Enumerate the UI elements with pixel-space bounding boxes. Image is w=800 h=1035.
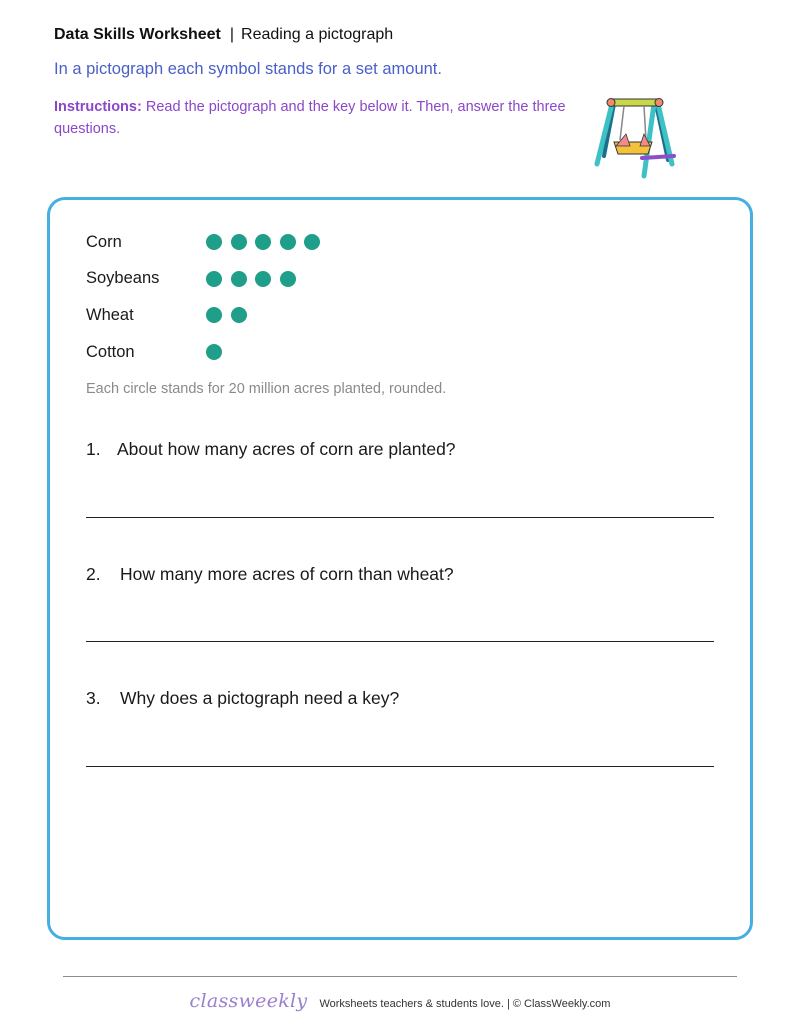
instructions [54,96,584,140]
symbol-group [206,234,329,250]
answer-line-3[interactable] [86,766,714,767]
pictograph-row [86,265,304,293]
category-label: Corn [86,232,122,251]
circle-symbol [206,234,222,250]
circle-symbol [231,234,247,250]
question-number: 3. [86,688,101,708]
worksheet-title: Data Skills Worksheet [54,26,221,43]
category-label: Soybeans [86,269,160,288]
question-text: About how many acres of corn are planted? [117,439,456,459]
circle-symbol [255,271,271,287]
circle-symbol [304,234,320,250]
footer-text: Worksheets teachers & students love. | © ClassWeekly.com [319,998,611,1010]
circle-symbol [206,271,222,287]
answer-line-2[interactable] [86,641,714,642]
instructions-lead: Instructions: [54,99,142,115]
pictograph-row [86,338,231,366]
question-text: How many more acres of corn than wheat? [120,564,454,584]
circle-symbol [231,271,247,287]
category-label: Cotton [86,342,135,361]
question-number: 2. [86,564,101,584]
footer [0,990,800,1012]
pictograph-row [86,228,329,256]
circle-symbol [206,344,222,360]
circle-symbol [206,307,222,323]
circle-symbol [255,234,271,250]
brand-logo: classweekly [189,990,308,1012]
worksheet-header [54,26,393,44]
question-1 [86,439,456,460]
worksheet-subtitle: In a pictograph each symbol stands for a set amount. [54,60,442,78]
answer-line-1[interactable] [86,517,714,518]
question-3 [86,688,399,709]
question-text: Why does a pictograph need a key? [120,688,400,708]
circle-symbol [280,271,296,287]
header-separator: | [229,26,235,43]
symbol-group [206,344,231,360]
question-number: 1. [86,439,101,459]
worksheet-topic: Reading a pictograph [241,26,394,43]
swing-set-icon [592,94,678,182]
category-label: Wheat [86,305,134,324]
question-2 [86,564,454,585]
symbol-group [206,307,255,323]
circle-symbol [231,307,247,323]
instructions-text: Read the pictograph and the key below it. Then, answer the three questions. [54,99,566,137]
pictograph-key: Each circle stands for 20 million acres planted, rounded. [86,381,447,397]
footer-divider [63,976,737,977]
circle-symbol [280,234,296,250]
symbol-group [206,271,304,287]
pictograph-row [86,301,255,329]
